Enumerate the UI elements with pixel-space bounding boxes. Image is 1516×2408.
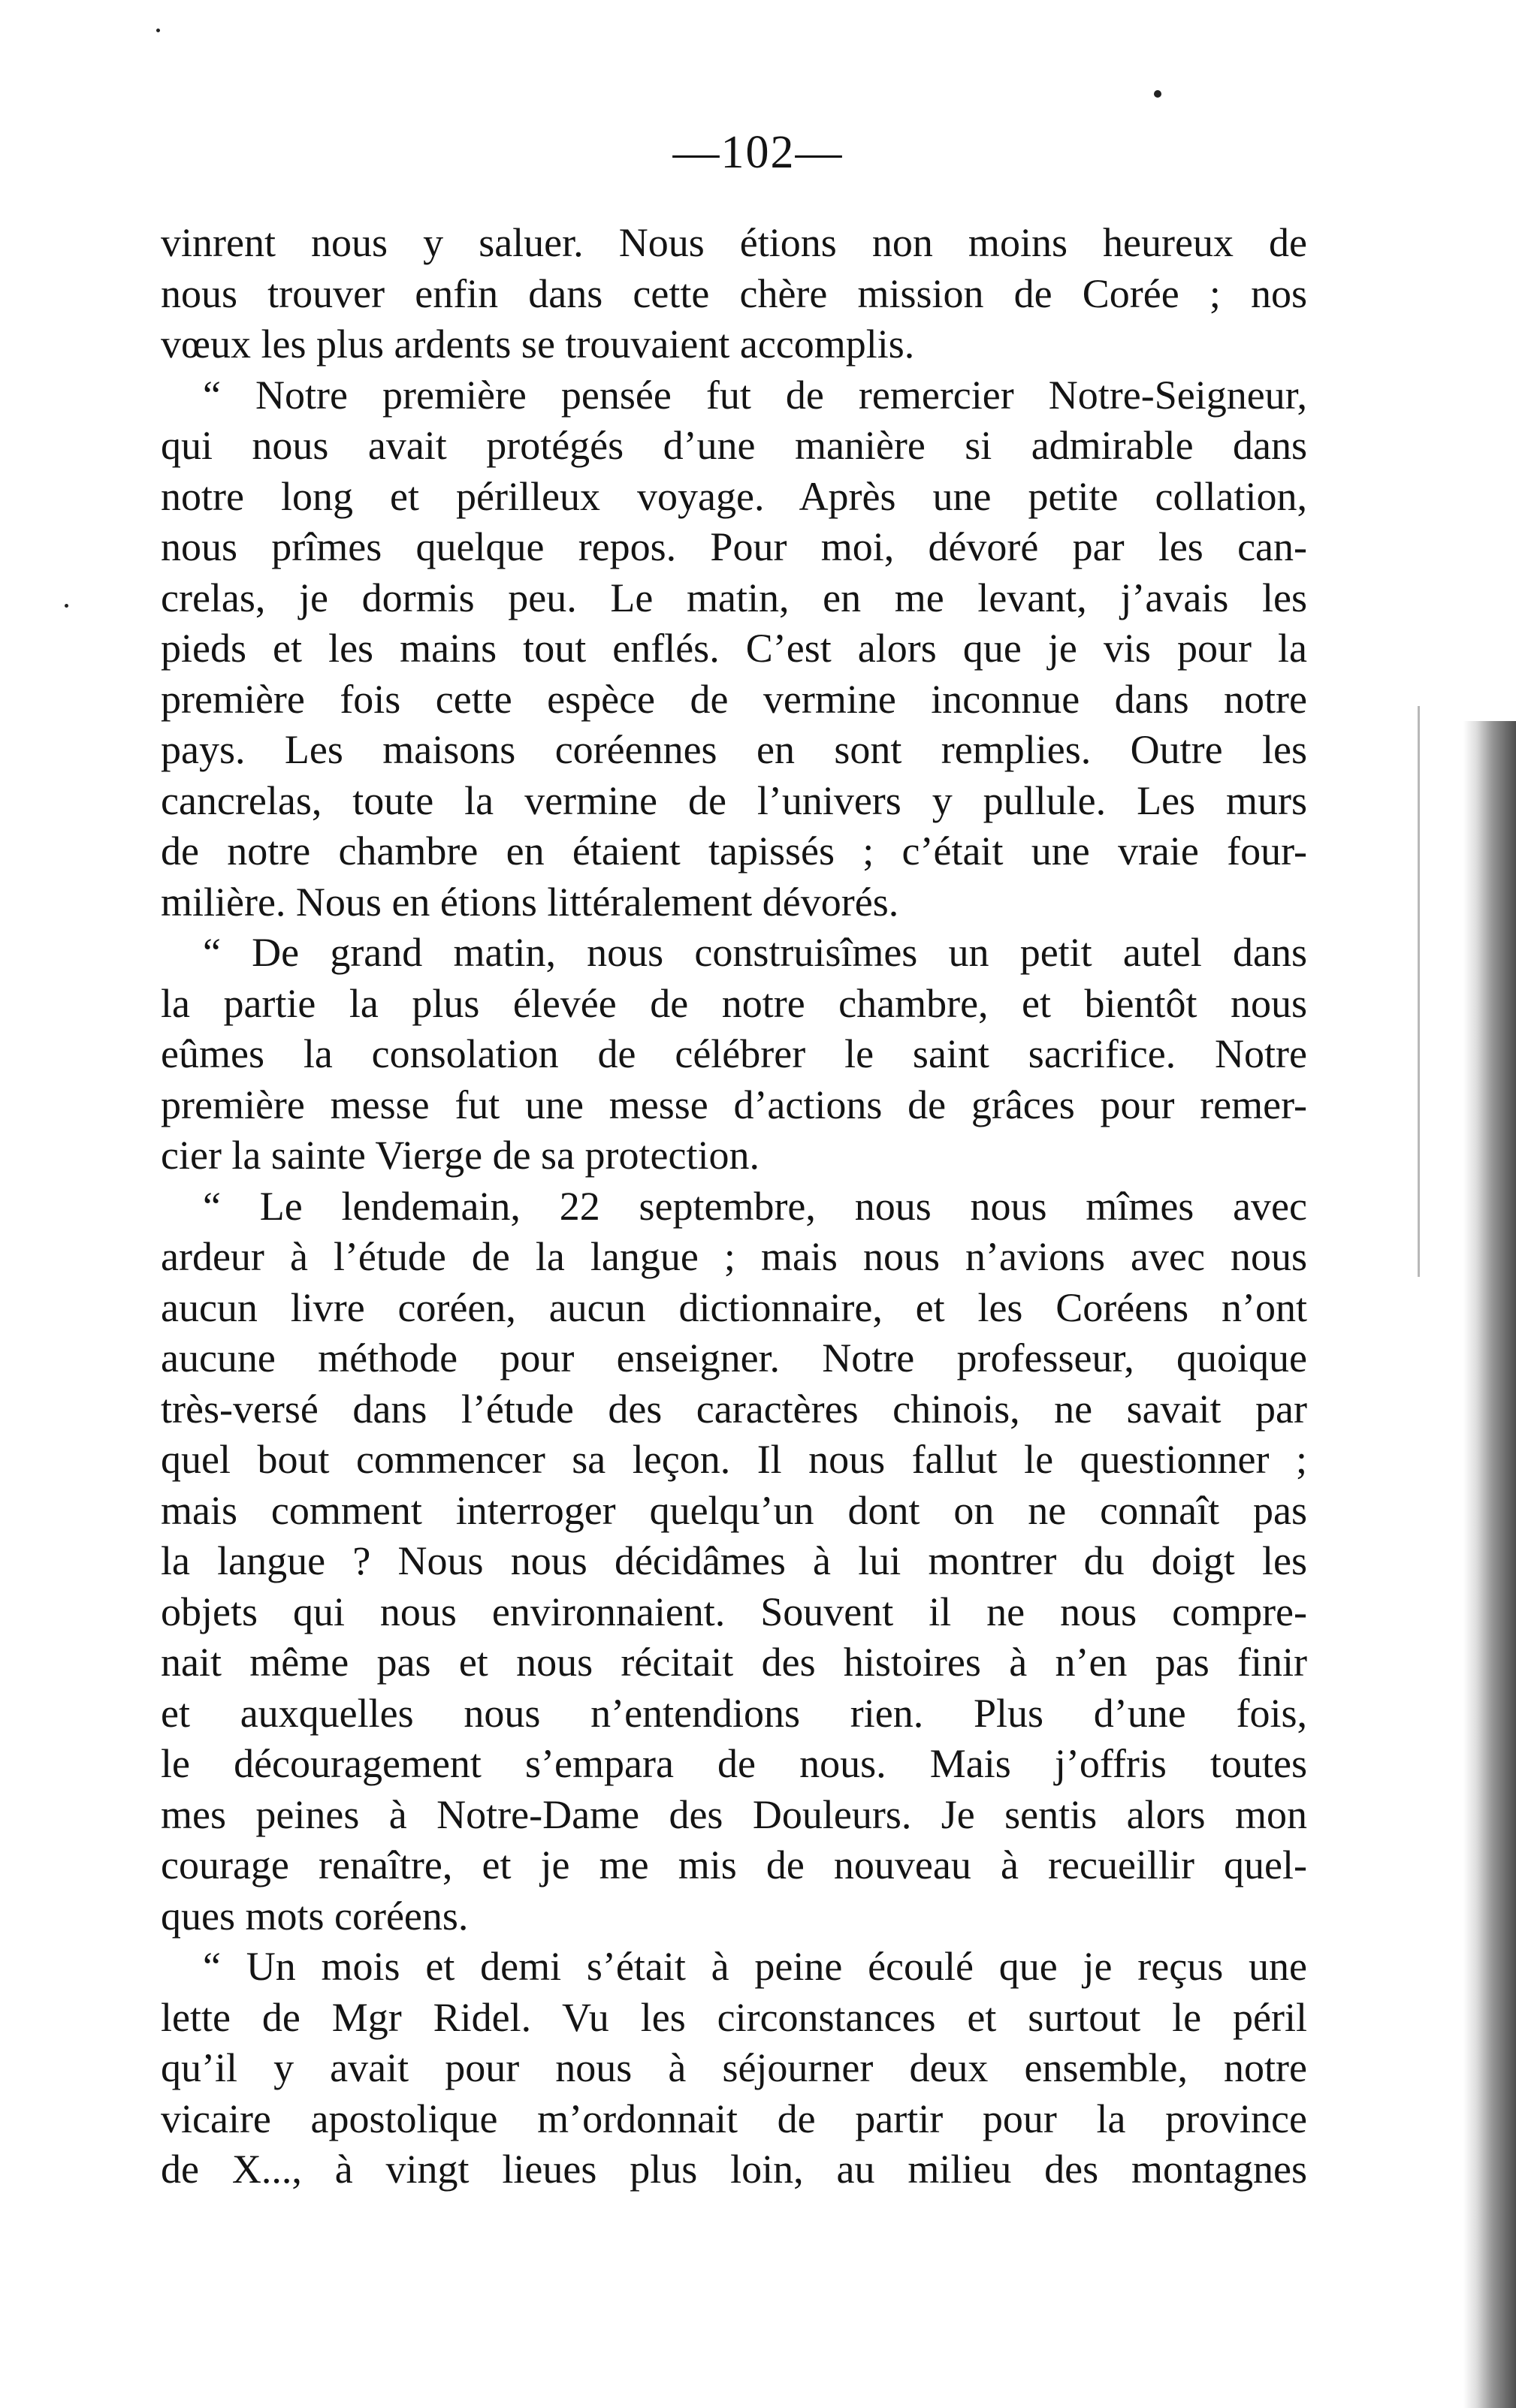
text-line: lette de Mgr Ridel. Vu les circonstances et surtout le péril (161, 1994, 1307, 2040)
text-line: aucune méthode pour enseigner. Notre professeur, quoique (161, 1335, 1307, 1381)
ink-speck (65, 604, 68, 608)
ink-speck (1154, 90, 1161, 98)
text-line: qui nous avait protégés d’une manière si admirable dans (161, 423, 1307, 468)
text-line: aucun livre coréen, aucun dictionnaire, et les Coréens n’ont (161, 1284, 1307, 1330)
text-line: première fois cette espèce de vermine inconnue dans notre (161, 676, 1307, 722)
text-line: objets qui nous environnaient. Souvent il ne nous compre- (161, 1589, 1307, 1634)
text-line: eûmes la consolation de célébrer le saint sacrifice. Notre (161, 1031, 1307, 1076)
text-line: “ Notre première pensée fut de remercier Notre-Seigneur, (203, 372, 1307, 418)
text-line: “ De grand matin, nous construisîmes un petit autel dans (203, 930, 1307, 975)
text-line: la partie la plus élevée de notre chambre, et bientôt nous (161, 980, 1307, 1026)
text-line: vicaire apostolique m’ordonnait de partir pour la province (161, 2096, 1307, 2141)
text-line: vœux les plus ardents se trouvaient accomplis. (161, 321, 915, 367)
text-line: la langue ? Nous nous décidâmes à lui montrer du doigt les (161, 1538, 1307, 1583)
text-line: et auxquelles nous n’entendions rien. Plus d’une fois, (161, 1690, 1307, 1736)
text-line: vinrent nous y saluer. Nous étions non moins heureux de (161, 220, 1307, 265)
page-number: —102— (672, 127, 844, 178)
text-line: pieds et les mains tout enflés. C’est alors que je vis pour la (161, 626, 1307, 671)
text-line: très-versé dans l’étude des caractères chinois, ne savait par (161, 1386, 1307, 1432)
text-line: nous prîmes quelque repos. Pour moi, dévoré par les can- (161, 524, 1307, 569)
text-line: “ Un mois et demi s’était à peine écoulé que je reçus une (203, 1944, 1307, 1989)
text-line: nait même pas et nous récitait des histoires à n’en pas finir (161, 1640, 1307, 1685)
text-line: crelas, je dormis peu. Le matin, en me levant, j’avais les (161, 575, 1307, 620)
text-line: de X..., à vingt lieues plus loin, au milieu des montagnes (161, 2147, 1307, 2192)
text-line: de notre chambre en étaient tapissés ; c’était une vraie four- (161, 828, 1307, 874)
text-line: mes peines à Notre-Dame des Douleurs. Je sentis alors mon (161, 1791, 1307, 1837)
text-line: ardeur à l’étude de la langue ; mais nous n’avions avec nous (161, 1234, 1307, 1279)
text-line: le découragement s’empara de nous. Mais j’offris toutes (161, 1741, 1307, 1786)
text-line: notre long et périlleux voyage. Après une petite collation, (161, 473, 1307, 519)
text-line: “ Le lendemain, 22 septembre, nous nous mîmes avec (203, 1183, 1307, 1229)
text-line: qu’il y avait pour nous à séjourner deux ensemble, notre (161, 2045, 1307, 2090)
text-line: pays. Les maisons coréennes en sont remplies. Outre les (161, 727, 1307, 772)
text-line: cancrelas, toute la vermine de l’univers y pullule. Les murs (161, 777, 1307, 823)
text-line: quel bout commencer sa leçon. Il nous fallut le questionner ; (161, 1437, 1307, 1482)
text-line: mais comment interroger quelqu’un dont on ne connaît pas (161, 1487, 1307, 1533)
ink-speck (156, 29, 160, 32)
page-edge-line (1418, 706, 1420, 1277)
binding-shadow (1463, 721, 1516, 2408)
text-line: cier la sainte Vierge de sa protection. (161, 1133, 760, 1178)
text-line: ques mots coréens. (161, 1893, 469, 1939)
text-line: première messe fut une messe d’actions de grâces pour remer- (161, 1082, 1307, 1127)
text-line: courage renaître, et je me mis de nouveau à recueillir quel- (161, 1842, 1307, 1887)
text-line: milière. Nous en étions littéralement dévorés. (161, 879, 899, 925)
text-line: nous trouver enfin dans cette chère mission de Corée ; nos (161, 270, 1307, 316)
body-text (161, 218, 1307, 2195)
